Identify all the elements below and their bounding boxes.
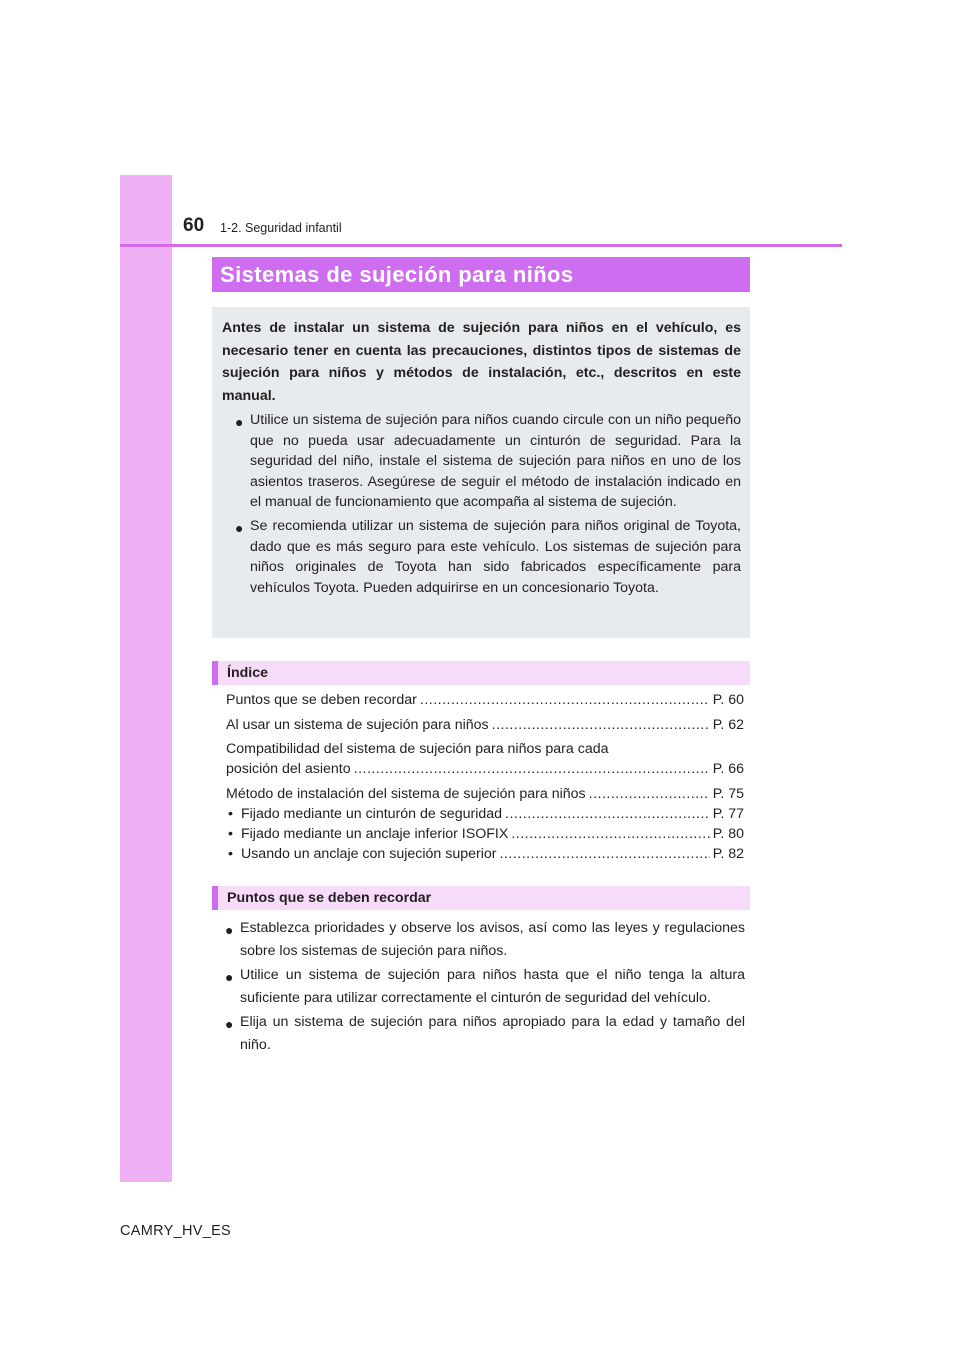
points-bullet — [212, 964, 745, 1009]
toc-sub-entry-page: P. 82 — [712, 845, 744, 862]
toc-entry-label-line1: Compatibilidad del sistema de sujeción para niños para cada — [226, 741, 609, 757]
toc-leader-dots — [492, 715, 710, 735]
intro-box — [212, 307, 750, 638]
intro-bullet — [222, 410, 741, 513]
toc-sub-entry-page: P. 80 — [712, 825, 744, 842]
bullet-icon: ● — [235, 519, 244, 536]
intro-bullet-text: Se recomienda utilizar un sistema de sujeción para niños original de Toyota, dado que es más seguro para este vehículo. Los sistemas de sujeción para niños originales de Toyota han sido fabricados específicamente para vehículos Toyota. Pueden adquirirse en un concesionario Toyota. — [250, 517, 741, 596]
toc-sub-entry[interactable] — [226, 824, 744, 844]
toc-leader-dots — [589, 784, 710, 804]
points-bullet-text: Elija un sistema de sujeción para niños apropiado para la edad y tamaño del niño. — [240, 1014, 745, 1053]
toc-entry[interactable] — [226, 759, 744, 779]
section-label: 1-2. Seguridad infantil — [220, 221, 342, 235]
points-bullet — [212, 1011, 745, 1056]
toc-entry-page: P. 75 — [712, 785, 744, 802]
points-heading: Puntos que se deben recordar — [212, 886, 750, 910]
toc-sub-bullet: • — [228, 805, 233, 822]
toc-sub-entry[interactable] — [226, 804, 744, 824]
bullet-icon: ● — [225, 922, 234, 938]
chapter-side-tab — [120, 175, 172, 1182]
bullet-icon: ● — [225, 969, 234, 985]
toc-entry-page: P. 60 — [712, 692, 744, 708]
toc-entry-label: posición del asiento — [226, 761, 351, 777]
header-rule — [120, 244, 842, 247]
toc-entry[interactable] — [226, 690, 744, 710]
toc-leader-dots — [505, 804, 710, 824]
toc-sub-entry-label: Usando un anclaje con sujeción superior — [240, 845, 497, 862]
toc-leader-dots — [500, 844, 710, 864]
toc-sub-entry[interactable] — [226, 844, 744, 864]
points-bullet-text: Utilice un sistema de sujeción para niños hasta que el niño tenga la altura suficiente para utilizar correctamente el cinturón de seguridad del vehículo. — [240, 967, 745, 1006]
bullet-icon: ● — [235, 414, 244, 430]
points-bullet — [212, 917, 745, 962]
intro-bullet-text: Utilice un sistema de sujeción para niños cuando circule con un niño pequeño que no pueda usar adecuadamente un cinturón de seguridad. Para la seguridad del niño, instale el sistema de sujeción para niños en uno de los asientos traseros. Asegúrese de seguir el método de instalación indicado en el manual de funcionamiento que acompaña al sistema de sujeción. — [250, 412, 741, 511]
toc-sub-entry-label: Fijado mediante un cinturón de seguridad — [240, 805, 503, 822]
index-heading: Índice — [212, 661, 750, 685]
toc-entry-label: Al usar un sistema de sujeción para niños — [226, 716, 489, 733]
footer-model-code: CAMRY_HV_ES — [120, 1223, 232, 1239]
toc-sub-bullet: • — [228, 825, 233, 842]
toc-leader-dots — [511, 824, 709, 844]
table-of-contents — [226, 690, 744, 864]
toc-entry[interactable] — [226, 784, 744, 804]
page-number: 60 — [183, 215, 205, 236]
toc-entry[interactable] — [226, 715, 744, 735]
toc-leader-dots — [420, 690, 710, 710]
toc-sub-entry-page: P. 77 — [712, 805, 744, 822]
points-bullet-text: Establezca prioridades y observe los avisos, así como las leyes y regulaciones sobre los sistemas de sujeción para niños. — [240, 920, 745, 959]
toc-entry-page: P. 62 — [712, 716, 744, 733]
intro-paragraph: Antes de instalar un sistema de sujeción para niños en el vehículo, es necesario tener en cuenta las precauciones, distintos tipos de sistemas de sujeción para niños y métodos de instalación, etc., descritos en este manual. — [222, 320, 741, 404]
toc-entry-page: P. 66 — [712, 761, 744, 777]
intro-bullet — [222, 516, 741, 598]
toc-entry-label: Puntos que se deben recordar — [226, 692, 417, 708]
page-title: Sistemas de sujeción para niños — [212, 257, 750, 292]
toc-leader-dots — [354, 759, 710, 779]
toc-sub-bullet: • — [228, 845, 233, 862]
points-list — [212, 917, 745, 1058]
toc-sub-entry-label: Fijado mediante un anclaje inferior ISOFIX — [240, 825, 509, 842]
toc-entry-label: Método de instalación del sistema de sujeción para niños — [226, 785, 586, 802]
bullet-icon: ● — [225, 1016, 234, 1032]
